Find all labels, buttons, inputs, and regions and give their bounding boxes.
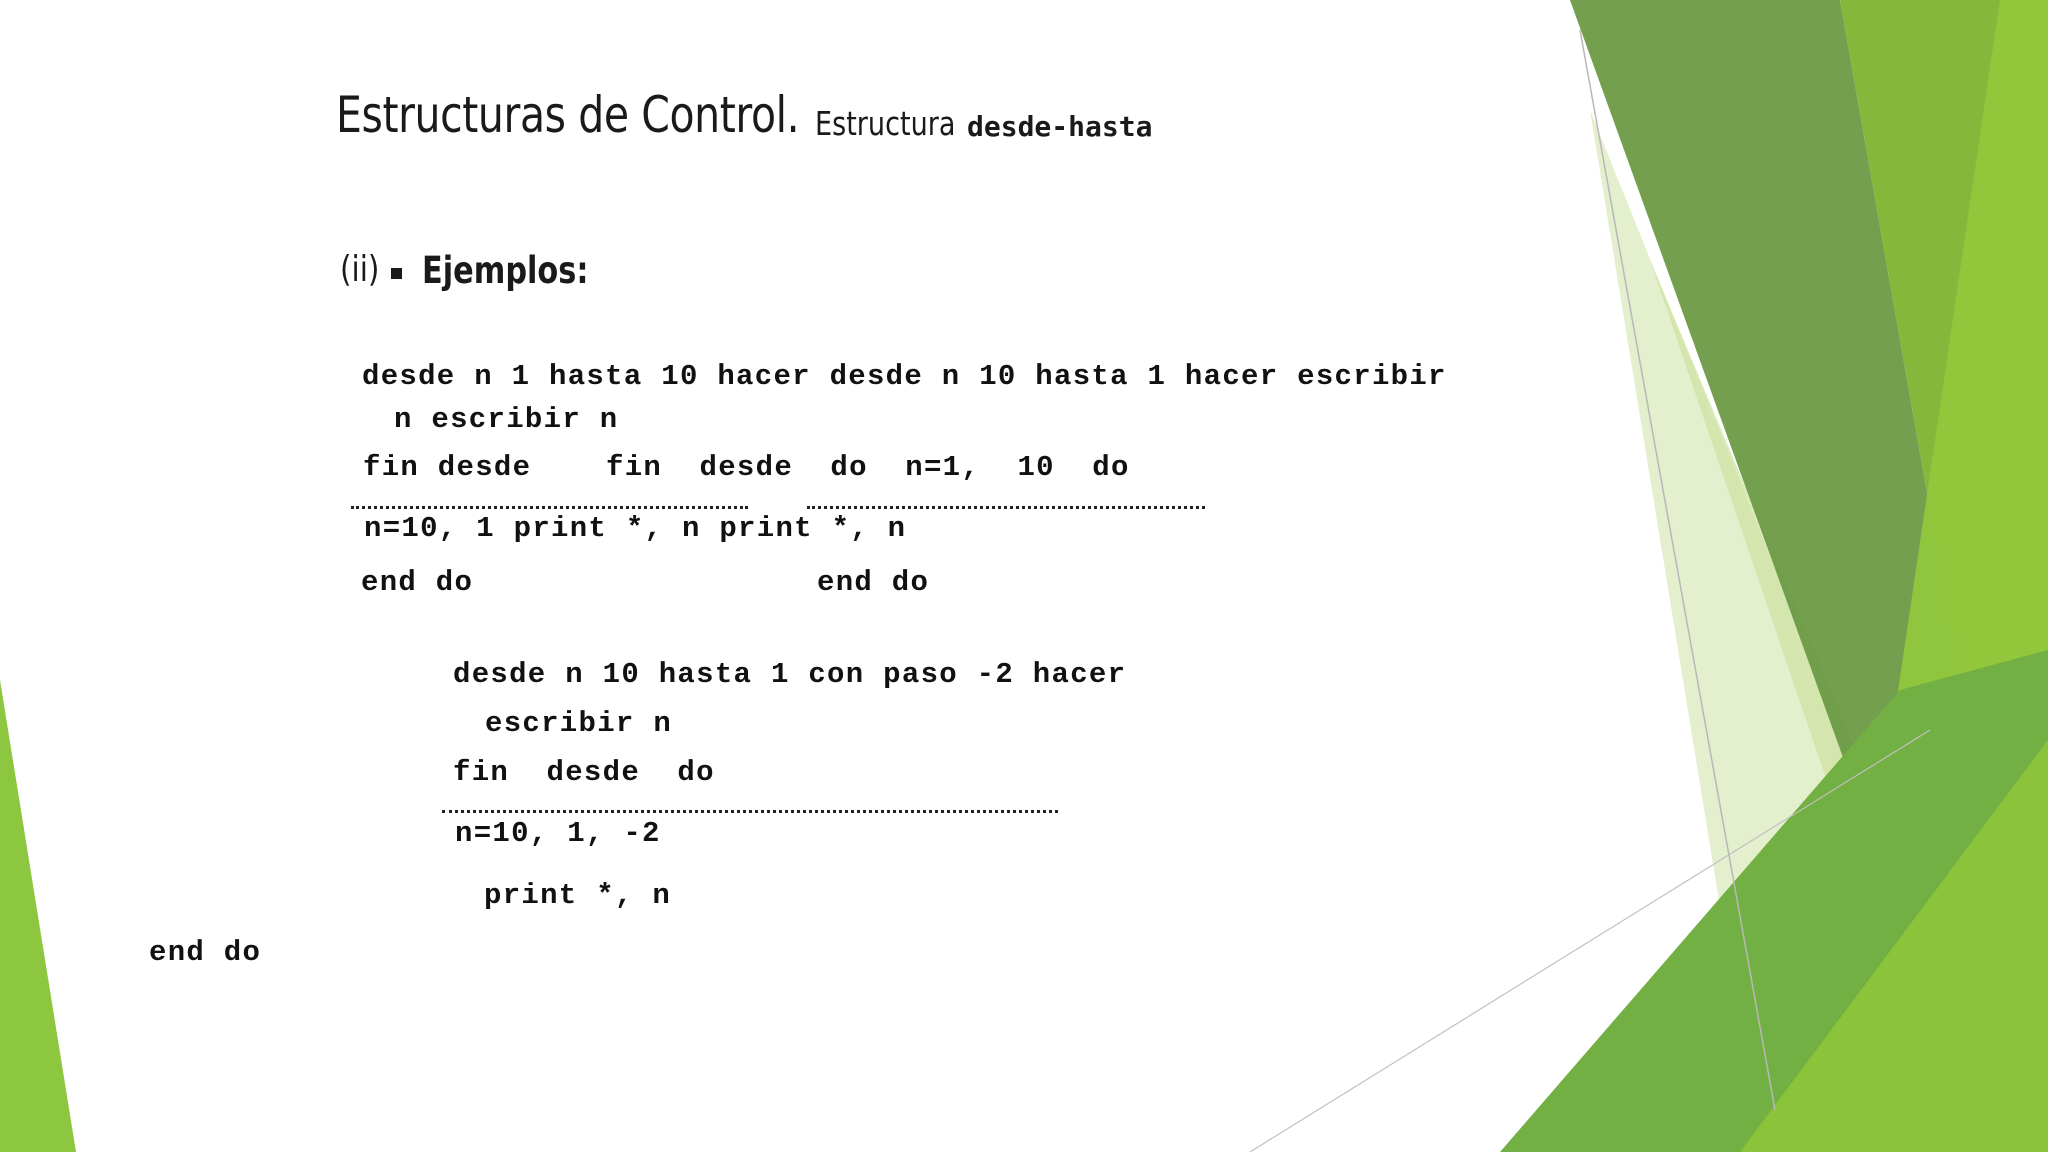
- slide-subtitle-code: desde-hasta: [967, 110, 1153, 143]
- slide-subtitle: Estructura: [815, 104, 956, 143]
- code-line-3b: fin desde do n=1, 10 do: [606, 451, 1130, 484]
- section-number: (ii): [340, 249, 380, 290]
- dotted-separator-right: [807, 506, 1205, 509]
- code-line-10: print *, n: [484, 879, 672, 912]
- code-line-4: n=10, 1 print *, n print *, n: [364, 512, 907, 545]
- code-line-3a: fin desde: [363, 451, 532, 484]
- section-heading: Ejemplos:: [422, 249, 589, 292]
- code-line-5a: end do: [361, 566, 474, 599]
- code-line-1: desde n 1 hasta 10 hacer desde n 10 hasta 1 hacer escribir: [362, 360, 1447, 393]
- code-line-6: desde n 10 hasta 1 con paso -2 hacer: [453, 658, 1127, 691]
- dotted-separator-bottom: [442, 810, 1058, 813]
- dotted-separator-left: [351, 506, 748, 509]
- code-line-7: escribir n: [485, 707, 673, 740]
- code-line-9: n=10, 1, -2: [455, 817, 661, 850]
- code-line-11: end do: [149, 936, 262, 969]
- left-green-triangle: [0, 680, 76, 1152]
- bullet-square-icon: [391, 268, 402, 279]
- code-line-8: fin desde do: [453, 756, 715, 789]
- code-line-2: n escribir n: [394, 403, 619, 436]
- code-line-5b: end do: [817, 566, 930, 599]
- slide-title: Estructuras de Control.: [336, 86, 800, 144]
